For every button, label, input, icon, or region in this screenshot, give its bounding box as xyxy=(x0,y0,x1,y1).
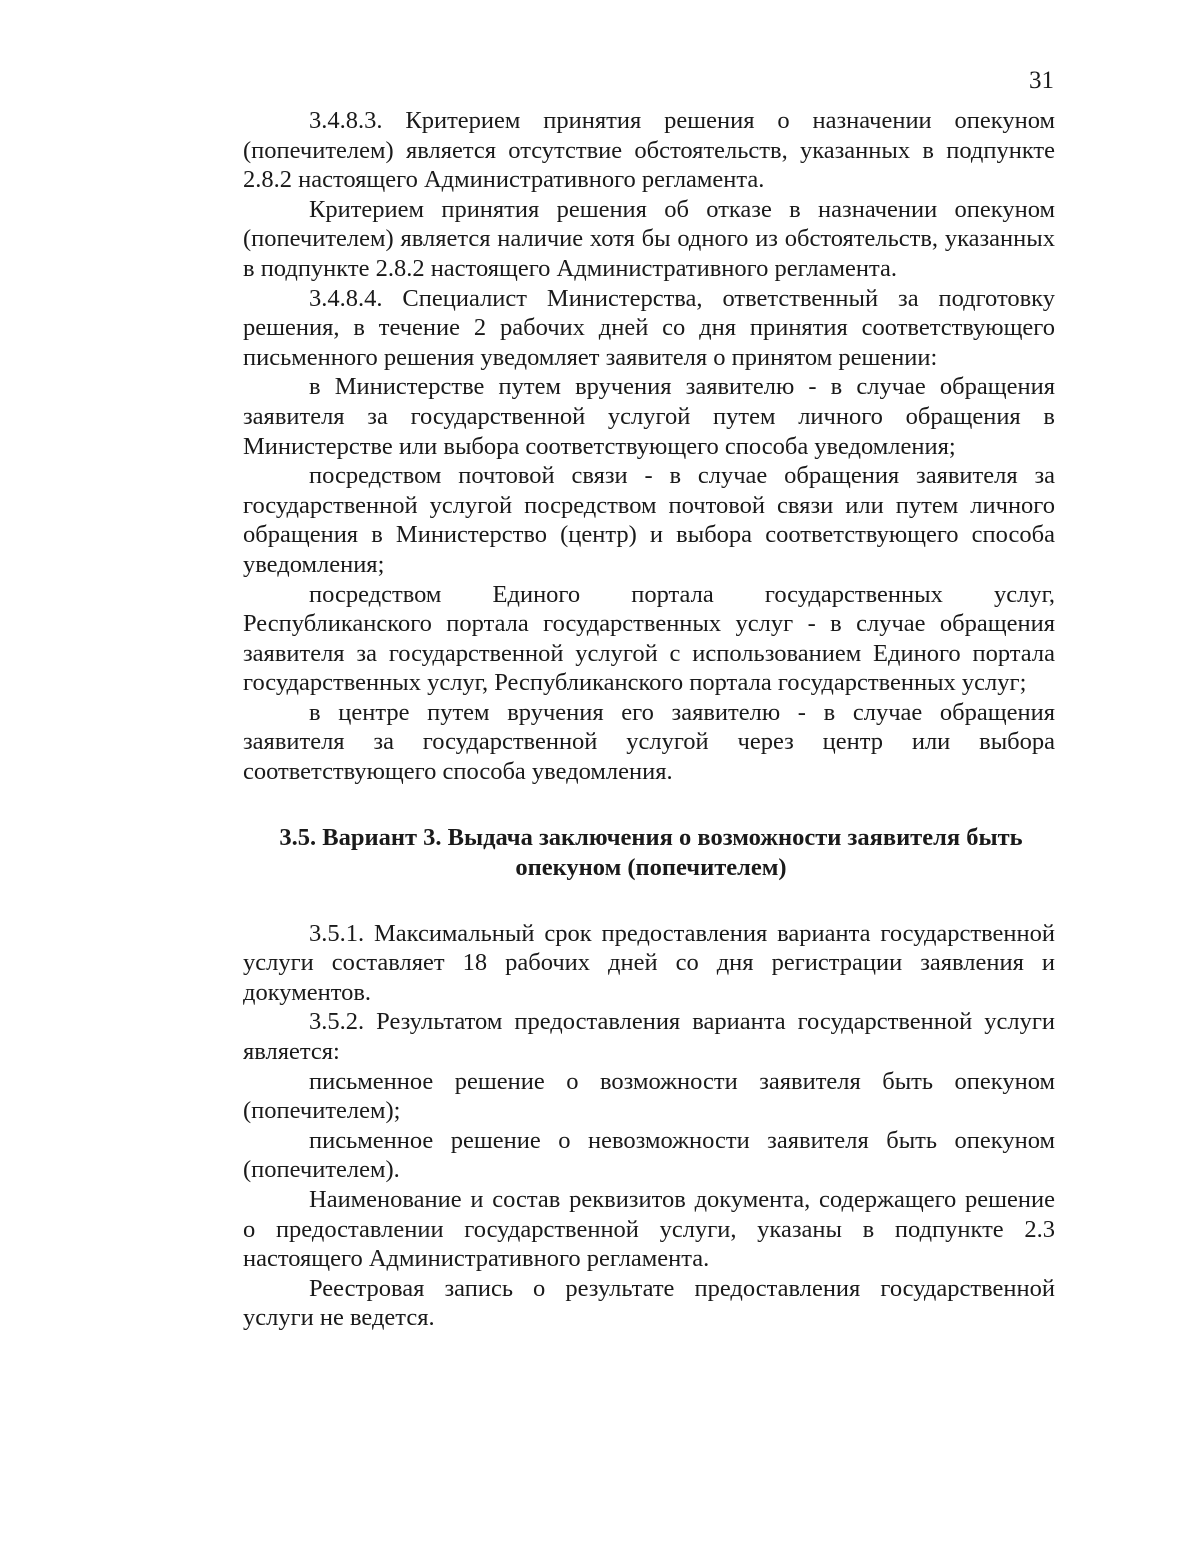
spacer xyxy=(243,883,1055,919)
page-number: 31 xyxy=(1029,67,1054,94)
section-heading-line-1: 3.5. Вариант 3. Выдача заключения о возможности заявителя быть xyxy=(279,823,1023,851)
paragraph-notify-ministry: в Министерстве путем вручения заявителю - в случае обращения заявителя за государственной услугой путем личного обращения в Министерстве или выбора соответствующего способа уведомления; xyxy=(243,373,1055,460)
paragraph-3-5-1: 3.5.1. Максимальный срок предоставления варианта государственной услуги составляет 18 рабочих дней со дня регистрации заявления и документов. xyxy=(243,919,1055,1006)
paragraph-result-possible: письменное решение о возможности заявителя быть опекуном (попечителем); xyxy=(243,1067,1055,1125)
paragraph-notify-center: в центре путем вручения его заявителю - в случае обращения заявителя за государственной услугой через центр или выбора соответствующего способа уведомления. xyxy=(243,698,1055,786)
paragraph-document-requisites: Наименование и состав реквизитов документа, содержащего решение о предоставлении государственной услуги, указаны в подпункте 2.3 настоящего Административного регламента. xyxy=(243,1186,1055,1273)
paragraph-registry-record: Реестровая запись о результате предоставления государственной услуги не ведется. xyxy=(243,1274,1055,1332)
section-heading-line-2: опекуном (попечителем) xyxy=(515,853,787,881)
paragraph-result-impossible: письменное решение о невозможности заявителя быть опекуном (попечителем). xyxy=(243,1126,1055,1184)
paragraph-3-4-8-3: 3.4.8.3. Критерием принятия решения о назначении опекуном (попечителем) является отсутствие обстоятельств, указанных в подпункте 2.8.2 настоящего Административного регламента. xyxy=(243,107,1055,194)
paragraph-notify-post: посредством почтовой связи - в случае обращения заявителя за государственной услугой посредством почтовой связи или путем личного обращения в Министерство (центр) и выбора соответствующего способа уведомления; xyxy=(243,462,1055,578)
paragraph-3-4-8-4: 3.4.8.4. Специалист Министерства, ответственный за подготовку решения, в течение 2 рабочих дней со дня принятия соответствующего письменного решения уведомляет заявителя о принятом решении: xyxy=(243,284,1055,371)
paragraph-notify-portal: посредством Единого портала государственных услуг, Республиканского портала государственных услуг - в случае обращения заявителя за государственной услугой с использованием Единого портала государственных услуг, Республиканского портала государственных услуг; xyxy=(243,580,1055,697)
paragraph-3-5-2: 3.5.2. Результатом предоставления варианта государственной услуги является: xyxy=(243,1008,1055,1066)
document-body xyxy=(243,106,1055,1333)
paragraph-refusal-criterion: Критерием принятия решения об отказе в назначении опекуном (попечителем) является наличие хотя бы одного из обстоятельств, указанных в подпункте 2.8.2 настоящего Административного регламента. xyxy=(243,195,1055,282)
section-heading-3-5 xyxy=(243,823,1055,883)
spacer xyxy=(243,787,1055,823)
